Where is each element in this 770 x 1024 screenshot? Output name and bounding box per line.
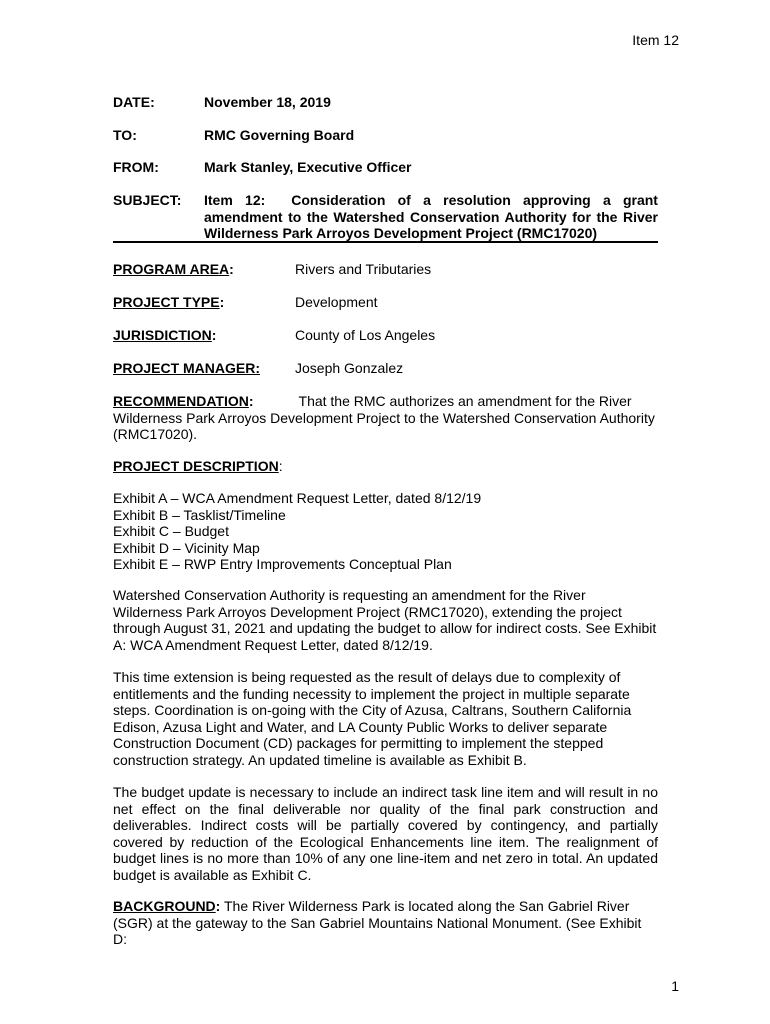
project-description-heading: PROJECT DESCRIPTION: — [113, 458, 283, 474]
subject-label: SUBJECT: — [113, 192, 182, 208]
subject-row — [113, 192, 658, 242]
subject-description: Consideration of a resolution approving a grant amendment to the Watershed Conservation Authority for the River Wilderness Park Arroyos Development Project (RMC17020) — [204, 192, 658, 241]
project-manager-value: Joseph Gonzalez — [295, 360, 404, 376]
project-description-label: PROJECT DESCRIPTION — [113, 458, 279, 474]
page-number: 1 — [671, 978, 679, 994]
to-label: TO: — [113, 127, 137, 143]
background-label: BACKGROUND — [113, 898, 216, 914]
list-item: Exhibit B – Tasklist/Timeline — [113, 506, 286, 523]
recommendation-paragraph — [113, 393, 658, 443]
jurisdiction-label: JURISDICTION: — [113, 327, 217, 343]
project-type-label: PROJECT TYPE: — [113, 294, 225, 310]
to-value: RMC Governing Board — [204, 127, 355, 143]
list-item: Exhibit D – Vicinity Map — [113, 539, 260, 556]
jurisdiction-value: County of Los Angeles — [295, 327, 436, 343]
date-label: DATE: — [113, 94, 155, 110]
to-row — [113, 127, 354, 144]
subject-item-ref: Item 12: — [204, 192, 266, 208]
from-row — [113, 159, 412, 176]
project-type-value: Development — [295, 294, 378, 310]
from-label: FROM: — [113, 159, 159, 175]
subject-text — [204, 192, 658, 242]
header-divider — [113, 241, 658, 243]
project-manager-label: PROJECT MANAGER: — [113, 360, 261, 376]
from-value: Mark Stanley, Executive Officer — [204, 159, 412, 175]
background-paragraph: BACKGROUND: The River Wilderness Park is located along the San Gabriel River (SGR) at the gateway to the San Gabriel Mountains National Monument. (See Exhibit D: — [113, 898, 642, 947]
description-paragraph-2: This time extension is being requested as the result of delays due to complexity of entitlements and the funding necessity to implement the project in multiple separate steps. Coordination is on-going with the City of Azusa, Caltrans, Southern California Edison, Azusa Light and Water, and LA County Public Works to deliver separate Construction Document (CD) packages for permitting to implement the stepped construction strategy. An updated timeline is available as Exhibit B. — [113, 669, 632, 768]
recommendation-text: That the RMC authorizes an amendment for the River Wilderness Park Arroyos Development Project to the Watershed Conservation Authority (RMC17020). — [113, 393, 655, 442]
date-row — [113, 94, 331, 111]
item-number-label: Item 12 — [632, 32, 679, 48]
background-text: The River Wilderness Park is located along the San Gabriel River (SGR) at the gateway to the San Gabriel Mountains National Monument. (See Exhibit D: — [113, 898, 642, 947]
list-item: Exhibit A – WCA Amendment Request Letter, dated 8/12/19 — [113, 490, 482, 506]
recommendation-label: RECOMMENDATION: — [113, 393, 254, 409]
program-area-value: Rivers and Tributaries — [295, 261, 432, 277]
date-value: November 18, 2019 — [204, 94, 331, 110]
description-paragraph-1: Watershed Conservation Authority is requesting an amendment for the River Wilderness Park Arroyos Development Project (RMC17020), extending the project through August 31, 2021 and updating the budget to allow for indirect costs. See Exhibit A: WCA Amendment Request Letter, dated 8/12/19. — [113, 587, 657, 653]
program-area-label: PROGRAM AREA: — [113, 261, 234, 277]
description-paragraph-3: The budget update is necessary to include an indirect task line item and will result in no net effect on the final deliverable nor quality of the final park construction and deliverables. Indirect costs will be partially covered by contingency, and partially covered by reduction of the Ecological Enhancements line item. The realignment of budget lines is no more than 10% of any one line-item and net zero in total. An updated budget is available as Exhibit C. — [113, 784, 658, 883]
exhibit-list — [113, 490, 658, 573]
list-item: Exhibit E – RWP Entry Improvements Conceptual Plan — [113, 556, 452, 572]
list-item: Exhibit C – Budget — [113, 523, 229, 539]
